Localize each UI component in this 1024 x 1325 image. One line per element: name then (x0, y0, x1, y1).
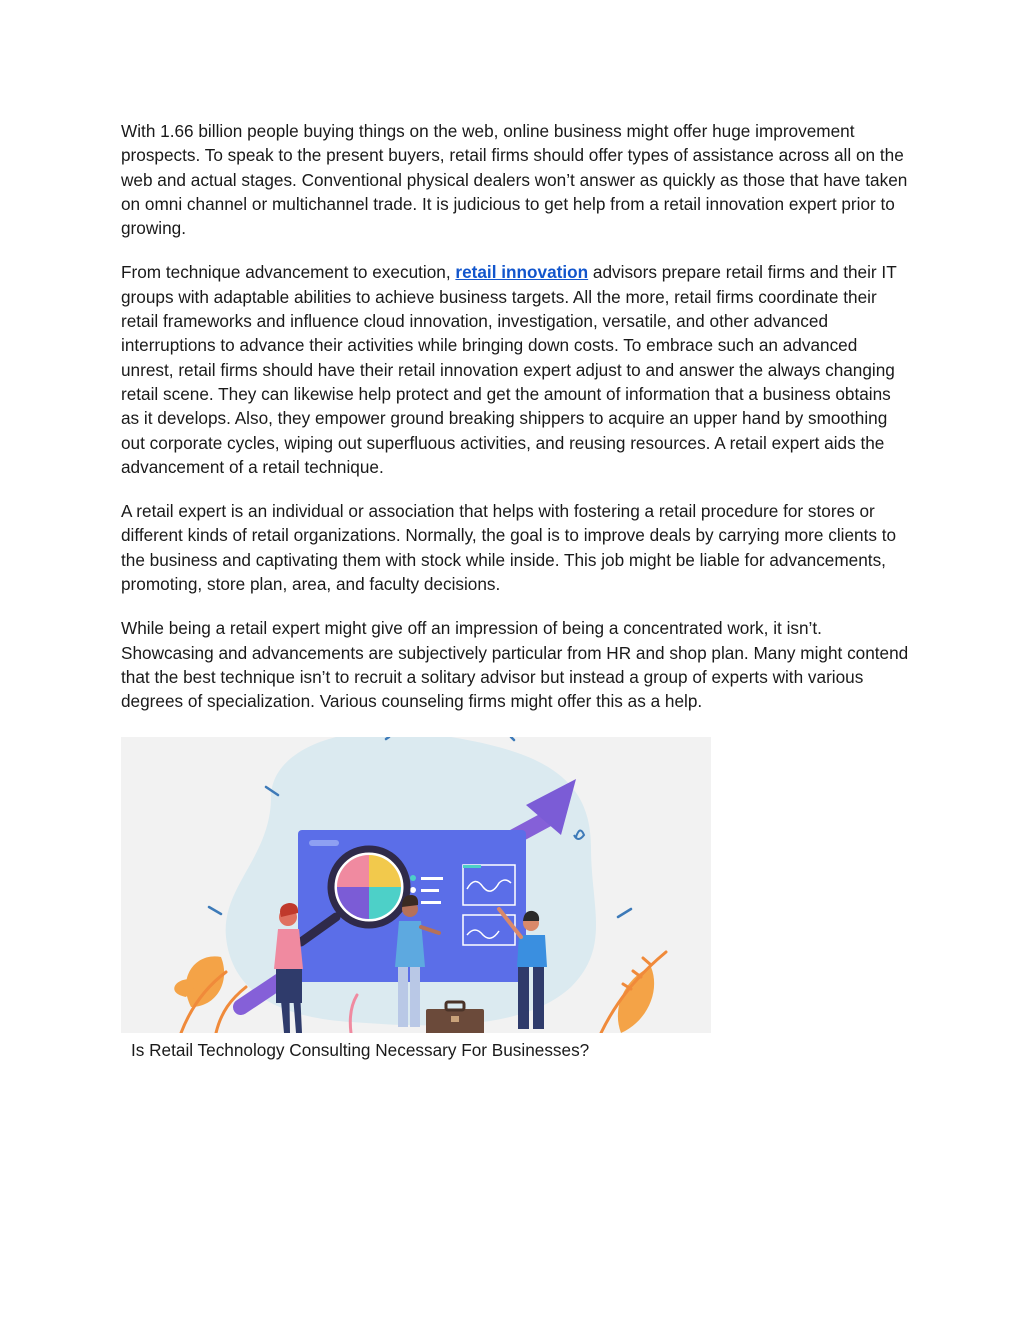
paragraph-3: A retail expert is an individual or association that helps with fostering a retail procedure for stores or different kinds of retail organizations. Normally, the goal is to improve deals by carrying more clients to the business and captivating them with stock while inside. This job might be liable for advancements, promoting, store plan, area, and faculty decisions. (121, 501, 897, 595)
document-body (121, 119, 911, 734)
paragraph-2 (121, 260, 911, 479)
paragraph-1: With 1.66 billion people buying things on the web, online business might offer huge improvement prospects. To speak to the present buyers, retail firms should offer types of assistance across all on the web and actual stages. Conventional physical dealers won’t answer as quickly as those that have taken on omni channel or multichannel trade. It is judicious to get help from a retail innovation expert prior to growing. (121, 121, 908, 239)
paragraph-2-lead: From technique advancement to execution, (121, 262, 456, 283)
paragraph-2-rest: advisors prepare retail firms and their IT groups with adaptable abilities to achieve business targets. All the more, retail firms coordinate their retail frameworks and influence cloud innovation, investigation, versatile, and other advanced interruptions to advance their activities while bringing down costs. To embrace such an advanced unrest, retail firms should have their retail innovation expert adjust to and answer the always changing retail scene. They can likewise help protect and get the amount of information that a business obtains as it develops. Also, they empower ground breaking shippers to acquire an upper hand by smoothing out corporate cycles, wiping out superfluous activities, and reusing resources. A retail expert aids the advancement of a retail technique. (121, 262, 897, 477)
paragraph-4: While being a retail expert might give off an impression of being a concentrated work, it isn’t. Showcasing and advancements are subjectively particular from HR and shop plan. Many might contend that the best technique isn’t to recruit a solitary advisor but instead a group of experts with various degrees of specialization. Various counseling firms might offer this as a help. (121, 618, 909, 712)
image-caption: Is Retail Technology Consulting Necessary For Businesses? (131, 1040, 590, 1060)
retail-analytics-illustration (121, 737, 711, 1033)
retail-innovation-link[interactable]: retail innovation (455, 262, 589, 283)
